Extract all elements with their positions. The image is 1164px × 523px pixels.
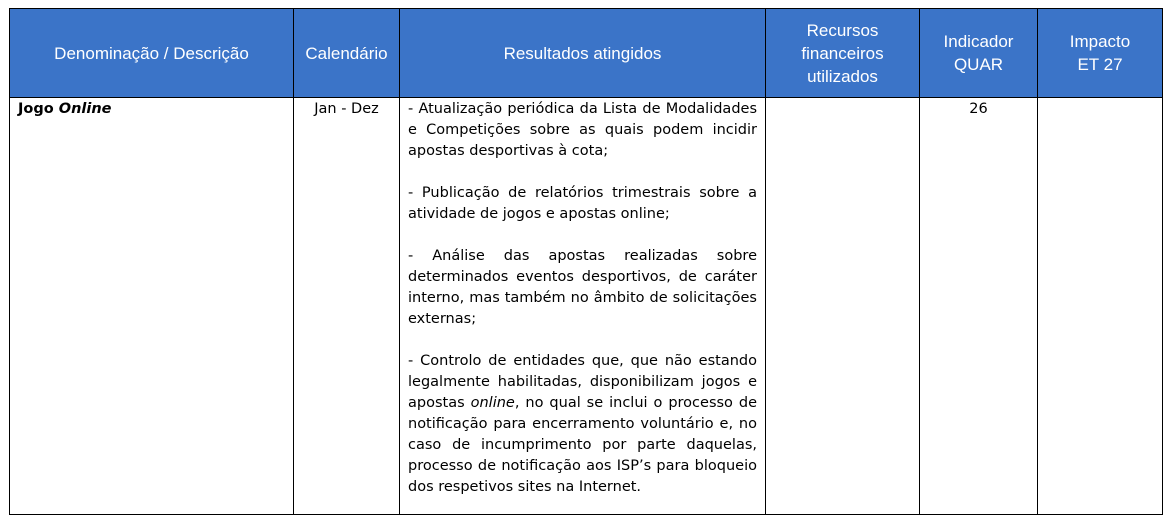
name-emphasis: Online [58,101,112,117]
result-item: - Análise das apostas realizadas sobre determinados eventos desportivos, de caráter interno, mas também no âmbito de solicitações externas; [408,248,757,327]
header-impact-line1: Impacto [1069,32,1131,51]
result-item4-part1: - Controlo de entidades que, que não estando legalmente habilitadas, disponibilizam jogos e apostas [408,353,757,411]
cell-indicator: 26 [920,98,1038,515]
cell-results [400,98,766,515]
cell-impact [1038,98,1163,515]
header-results: Resultados atingidos [400,9,766,98]
result-item4-emphasis: online [470,395,515,411]
header-name: Denominação / Descrição [10,9,294,98]
cell-resources [766,98,920,515]
cell-calendar: Jan - Dez [294,98,400,515]
header-calendar: Calendário [294,9,400,98]
header-impact [1038,9,1163,98]
header-indicator: Indicador QUAR [920,9,1038,98]
header-row [10,9,1163,98]
header-resources: Recursos financeiros utilizados [766,9,920,98]
header-impact-line2: ET 27 [1077,55,1123,74]
activities-table [9,8,1163,515]
cell-name [10,98,294,515]
result-item4-part2: , no qual se inclui o processo de notificação para encerramento voluntário e, no caso de incumprimento por parte daquelas, processo de notificação aos ISP’s para bloqueio dos respetivos sites na Internet. [408,395,758,495]
result-item: - Atualização periódica da Lista de Modalidades e Competições sobre as quais podem incidir apostas desportivas à cota; [408,101,757,159]
result-item [408,351,757,498]
name-prefix: Jogo [18,101,54,117]
result-item: - Publicação de relatórios trimestrais sobre a atividade de jogos e apostas online; [408,185,757,222]
table-row [10,98,1163,515]
